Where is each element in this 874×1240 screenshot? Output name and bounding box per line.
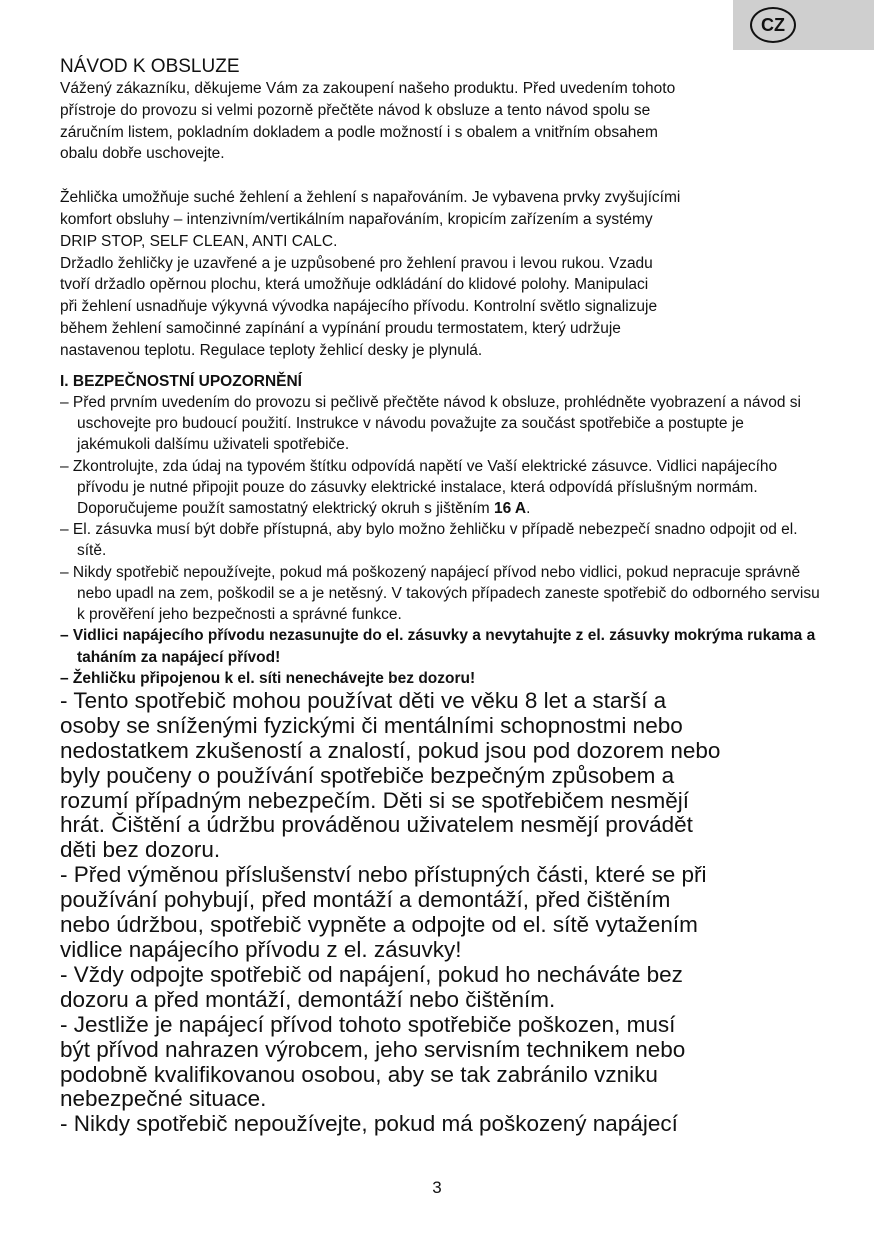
safety-item [60, 562, 820, 626]
description-line: komfort obsluhy – intenzivním/vertikálním napařováním, kropicím zařízením a systémy [60, 210, 653, 228]
large-item-line: - Před výměnou příslušenství nebo přístupných části, které se při [60, 862, 707, 888]
safety-heading: I. BEZPEČNOSTNÍ UPOZORNĚNÍ [60, 372, 302, 390]
large-item-line: rozumí případným nebezpečím. Děti si se spotřebičem nesmějí [60, 787, 690, 813]
safety-item-text: – Vidlici napájecího přívodu nezasunujte do el. zásuvky a nevytahujte z el. zásuvky mokrýma rukama a taháním za napájecí přívod! [60, 627, 816, 666]
large-item [60, 963, 820, 1013]
large-item-line: - Tento spotřebič mohou používat děti ve věku 8 let a starší a [60, 687, 667, 713]
document-body [60, 56, 820, 1137]
safety-item-text: – El. zásuvka musí být dobře přístupná, aby bylo možno žehličku v případě nebezpečí snadno odpojit od el. sítě. [60, 521, 798, 560]
large-item-line: být přívod nahrazen výrobcem, jeho servisním technikem nebo [60, 1036, 686, 1062]
description-line: nastavenou teplotu. Regulace teploty žehlicí desky je plynulá. [60, 341, 483, 359]
intro-paragraph [60, 78, 820, 165]
description-line: Držadlo žehličky je uzavřené a je uzpůsobené pro žehlení pravou i levou rukou. Vzadu [60, 254, 653, 272]
manual-title: NÁVOD K OBSLUZE [60, 56, 240, 77]
description-line: Žehlička umožňuje suché žehlení a žehlení s napařováním. Je vybavena prvky zvyšujícími [60, 189, 681, 207]
intro-line: přístroje do provozu si velmi pozorně přečtěte návod k obsluze a tento návod spolu se [60, 101, 651, 119]
description-paragraph [60, 187, 820, 361]
large-item-line: osoby se sníženými fyzickými či mentálními schopnostmi nebo [60, 712, 683, 738]
safety-item [60, 456, 820, 520]
safety-item-text: – Nikdy spotřebič nepoužívejte, pokud má poškozený napájecí přívod nebo vidlici, pokud nepracuje správně nebo upadl na zem, poškodil se a je netěsný. V takových případech zaneste spotřebič do odborného servisu k prověření jeho bezpečnosti a správné funkce. [60, 563, 820, 624]
language-badge: CZ [750, 7, 796, 43]
safety-item-warning [60, 668, 820, 689]
large-item-line: dozoru a před montáží, demontáží nebo čištěním. [60, 986, 556, 1012]
safety-list [60, 392, 820, 689]
large-item-line: - Nikdy spotřebič nepoužívejte, pokud má poškozený napájecí [60, 1111, 678, 1137]
safety-item [60, 392, 820, 456]
description-line: při žehlení usnadňuje výkyvná vývodka napájecího přívodu. Kontrolní světlo signalizuje [60, 298, 658, 316]
safety-item-warning [60, 625, 820, 667]
description-line: tvoří držadlo opěrnou plochu, která umožňuje odkládání do klidové polohy. Manipulaci [60, 276, 649, 294]
large-item-line: nebo údržbou, spotřebič vypněte a odpojte od el. sítě vytažením [60, 912, 698, 938]
large-item-line: podobně kvalifikovanou osobou, aby se tak zabránilo vzniku [60, 1061, 658, 1087]
large-item [60, 1112, 820, 1137]
description-line: během žehlení samočinné zapínání a vypínání proudu termostatem, který udržuje [60, 319, 621, 337]
intro-line: záručním listem, pokladním dokladem a podle možností i s obalem a vnitřním obsahem [60, 123, 658, 141]
large-item [60, 863, 820, 963]
large-item [60, 1013, 820, 1113]
paragraph-gap [60, 165, 820, 187]
safety-item-text: – Před prvním uvedením do provozu si pečlivě přečtěte návod k obsluze, prohlédněte vyobrazení a návod si uschovejte pro budoucí použití. Instrukce v návodu považujte za součást spotřebiče a postupte je jakémukoli dalšímu uživateli spotřebiče. [60, 394, 801, 454]
safety-item-tail: . [526, 500, 531, 518]
large-item-line: vidlice napájecího přívodu z el. zásuvky! [60, 936, 462, 962]
large-item-line: nedostatkem zkušeností a znalostí, pokud jsou pod dozorem nebo [60, 737, 721, 763]
safety-item-text: – Žehličku připojenou k el. síti nenechávejte bez dozoru! [60, 669, 476, 687]
large-item [60, 689, 820, 863]
large-item-line: hrát. Čištění a údržbu prováděnou uživatelem nesmějí provádět [60, 812, 693, 838]
large-item-line: - Jestliže je napájecí přívod tohoto spotřebiče poškozen, musí [60, 1011, 676, 1037]
intro-line: Vážený zákazníku, děkujeme Vám za zakoupení našeho produktu. Před uvedením tohoto [60, 80, 676, 97]
fuse-rating: 16 A [493, 500, 527, 518]
large-print-list [60, 689, 820, 1137]
large-item-line: používání pohybují, před montáží a demontáží, před čištěním [60, 887, 671, 913]
safety-item-text: – Zkontrolujte, zda údaj na typovém štítku odpovídá napětí ve Vaší elektrické zásuvce. Vidlici napájecího přívodu je nutné připojit pouze do zásuvky elektrické instalace, která odpovídá příslušným normám. Doporučujeme použít samostatný elektrický okruh s jištěním [60, 457, 778, 518]
large-item-line: byly poučeny o používání spotřebiče bezpečným způsobem a [60, 762, 675, 788]
safety-item [60, 519, 820, 561]
description-line: DRIP STOP, SELF CLEAN, ANTI CALC. [60, 232, 338, 250]
large-item-line: děti bez dozoru. [60, 837, 221, 863]
large-item-line: nebezpečné situace. [60, 1086, 267, 1112]
intro-line: obalu dobře uschovejte. [60, 145, 225, 163]
page-number: 3 [432, 1178, 442, 1197]
large-item-line: - Vždy odpojte spotřebič od napájení, pokud ho necháváte bez [60, 961, 683, 987]
